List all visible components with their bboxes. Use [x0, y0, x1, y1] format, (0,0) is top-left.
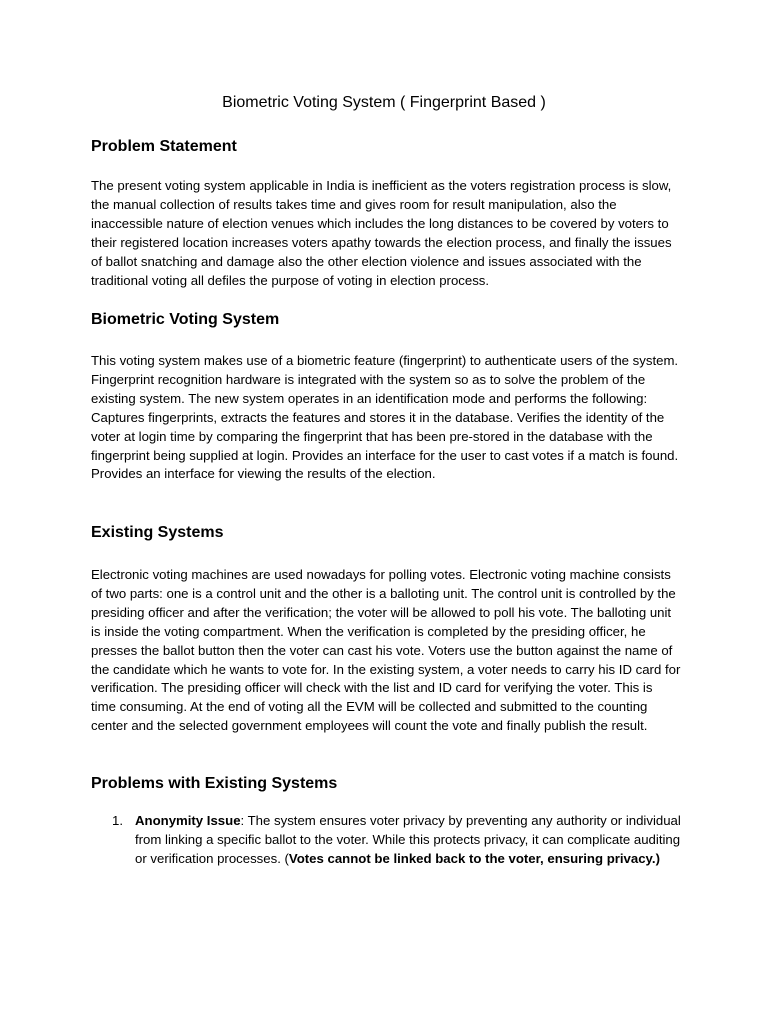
list-item-text: : The system ensures voter privacy by preventing any authority or individual from linking a specific ballot to the voter. While this protects privacy, it can complicate auditing or verification processes. (: [135, 813, 681, 866]
problems-list: [91, 812, 681, 869]
paragraph-existing-systems: Electronic voting machines are used nowadays for polling votes. Electronic voting machine consists of two parts: one is a control unit and the other is a balloting unit. The control unit is controlled by the presiding officer and after the verification; the voter will be allowed to poll his vote. The balloting unit is inside the voting compartment. When the verification is completed by the presiding officer, he presses the ballot button then the voter can cast his vote. Voters use the button against the name of the candidate which he wants to vote for. In the existing system, a voter needs to carry his ID card for verification. The presiding officer will check with the list and ID card for verifying the voter. This is time consuming. At the end of voting all the EVM will be collected and submitted to the counting center and the selected government employees will count the vote and finally publish the result.: [91, 567, 681, 734]
list-item-number: 1.: [112, 813, 123, 828]
document-title: Biometric Voting System ( Fingerprint Based ): [222, 94, 546, 111]
paragraph-problem-statement: The present voting system applicable in India is inefficient as the voters registration process is slow, the manual collection of results takes time and gives room for result manipulation, also the inaccessible nature of election venues which includes the long distances to be covered by voters to their registered location increases voters apathy towards the election process, and finally the issues of ballot snatching and damage also the other election violence and issues associated with the traditional voting all defiles the purpose of voting in election process.: [91, 178, 672, 288]
list-item: [91, 812, 681, 869]
heading-existing-systems: Existing Systems: [91, 524, 224, 541]
list-item-term: Anonymity Issue: [135, 813, 241, 828]
paragraph-biometric-voting-system: This voting system makes use of a biometric feature (fingerprint) to authenticate users of the system. Fingerprint recognition hardware is integrated with the system so as to solve the problem of the existing system. The new system operates in an identification mode and performs the following: Captures fingerprints, extracts the features and stores it in the database. Verifies the identity of the voter at login time by comparing the fingerprint that has been pre-stored in the database with the fingerprint being supplied at login. Provides an interface for the user to cast votes if a match is found. Provides an interface for viewing the results of the election.: [91, 353, 679, 482]
heading-biometric-voting-system: Biometric Voting System: [91, 311, 280, 328]
heading-problem-statement: Problem Statement: [91, 138, 237, 155]
heading-problems-existing-systems: Problems with Existing Systems: [91, 775, 338, 792]
list-item-bold-note: Votes cannot be linked back to the voter, ensuring privacy.): [288, 850, 660, 866]
